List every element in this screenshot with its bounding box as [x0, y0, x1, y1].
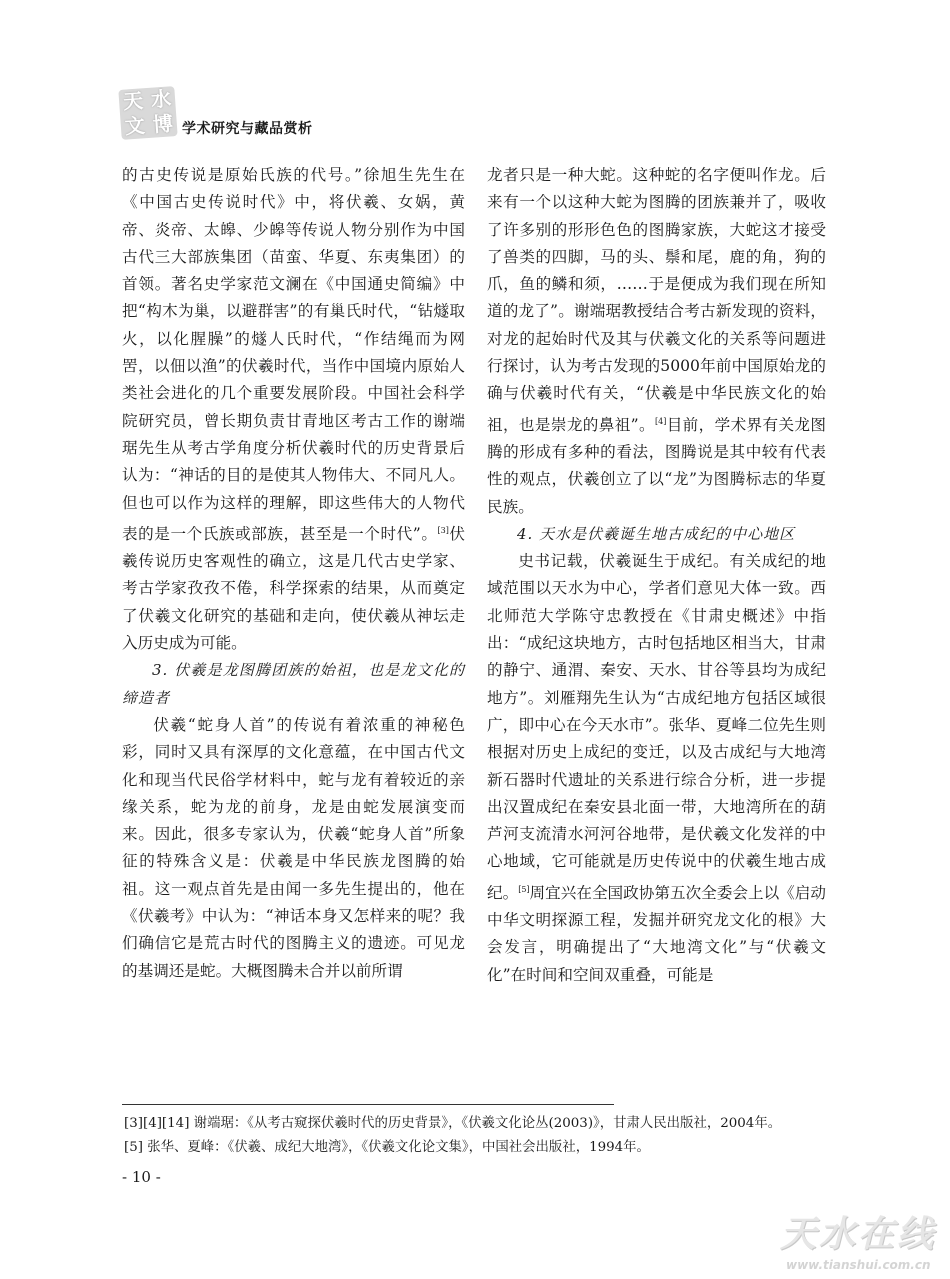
page-header: [120, 88, 460, 148]
journal-seal-logo: [118, 86, 177, 140]
page-number: - 10 -: [122, 1168, 161, 1186]
paragraph: 伏羲“蛇身人首”的传说有着浓重的神秘色彩，同时又具有深厚的文化意蕴，在中国古代文化和现当代民俗学材料中，蛇与龙有着较近的亲缘关系，蛇为龙的前身，龙是由蛇发展演变而来。因此，很多专家认为，伏羲“蛇身人首”所象征的特殊含义是：伏羲是中华民族龙图腾的始祖。这一观点首先是由闻一多先生提出的，他在《伏羲考》中认为：“神话本身又怎样来的呢？我们确信它是荒古时代的图腾主义的遗迹。可见龙的基调还是蛇。大概图腾未合并以前所谓: [122, 715, 465, 980]
left-column: [122, 162, 465, 985]
watermark-text: 天水在线: [780, 1214, 937, 1255]
paragraph: 龙者只是一种大蛇。这种蛇的名字便叫作龙。后来有一个以这种大蛇为图腾的团族兼并了，吸收了许多别的形形色色的图腾家族，大蛇这才接受了兽类的四脚，马的头、鬃和尾，鹿的角，狗的爪，鱼的鳞和须，……于是便成为我们现在所知道的龙了”。谢端琚教授结合考古新发现的资料，对龙的起始时代及其与伏羲文化的关系等问题进行探讨，认为考古发现的5000年前中国原始龙的确与伏羲时代有关，“伏羲是中华民族文化的始祖，也是崇龙的鼻祖”。[4]目前，学术界有关龙图腾的形成有多种的看法，图腾说是其中较有代表性的观点，伏羲创立了以“龙”为图腾标志的华夏民族。: [487, 166, 826, 516]
watermark-url: www.tianshui.com.cn: [786, 1258, 931, 1272]
footnote: [5] 张华、夏峰：《伏羲、成纪大地湾》，《伏羲文化论文集》，中国社会出版社，1994年。: [124, 1140, 650, 1155]
reference-mark: [4]: [655, 416, 667, 426]
seal-char: 博: [151, 111, 174, 137]
journal-title: 学术研究与藏品赏析: [182, 121, 313, 137]
reference-mark: [5]: [518, 884, 530, 894]
paragraph: 史书记载，伏羲诞生于成纪。有关成纪的地域范围以天水为中心，学者们意见大体一致。西北师范大学陈守忠教授在《甘肃史概述》中指出：“成纪这块地方，古时包括地区相当大，甘肃的静宁、通渭、秦安、天水、甘谷等县均为成纪地方”。刘雁翔先生认为“古成纪地方包括区域很广，即中心在今天水市”。张华、夏峰二位先生则根据对历史上成纪的变迁，以及古成纪与大地湾新石器时代遗址的关系进行综合分析，进一步提出汉置成纪在秦安县北面一带，大地湾所在的葫芦河支流清水河河谷地带，是伏羲文化发祥的中心地域，它可能就是历史传说中的伏羲生地古成纪。[5]周宜兴在全国政协第五次全委会上以《启动中华文明探源工程，发掘并研究龙文化的根》大会发言，明确提出了“大地湾文化”与“伏羲文化”在时间和空间双重叠，可能是: [487, 552, 826, 984]
seal-char: 文: [124, 113, 146, 139]
section-heading: 3. 伏羲是龙图腾团族的始祖，也是龙文化的缔造者: [122, 661, 465, 707]
reference-mark: [3]: [437, 525, 449, 535]
footnote-divider: [122, 1104, 614, 1105]
paragraph: 的古史传说是原始氏族的代号。”徐旭生先生在《中国古史传说时代》中，将伏羲、女娲，黄帝、炎帝、太皞、少皞等传说人物分别作为中国古代三大部族集团（苗蛮、华夏、东夷集团）的首领。著名史学家范文澜在《中国通史简编》中把“构木为巢，以避群害”的有巢氏时代，“钻燧取火，以化腥臊”的燧人氏时代，“作结绳而为网罟，以佃以渔”的伏羲时代，当作中国境内原始人类社会进化的几个重要发展阶段。中国社会科学院研究员，曾长期负责甘青地区考古工作的谢端琚先生从考古学角度分析伏羲时代的历史背景后认为：“神话的目的是使其人物伟大、不同凡人。但也可以作为这样的理解，即这些伟大的人物代表的是一个氏族或部族，甚至是一个时代”。[3]伏羲传说历史客观性的确立，这是几代古史学家、考古学家孜孜不倦，科学探索的结果，从而奠定了伏羲文化研究的基础和走向，使伏羲从神坛走入历史成为可能。: [122, 166, 465, 653]
footnotes: [124, 1112, 834, 1160]
seal-char: 水: [150, 86, 172, 112]
section-heading: 4. 天水是伏羲诞生地古成纪的中心地区: [517, 524, 796, 543]
site-watermark: [780, 1190, 950, 1279]
seal-char: 天: [122, 88, 144, 114]
footnote: [3][4][14] 谢端琚：《从考古窥探伏羲时代的历史背景》，《伏羲文化论丛(2003)》，甘肃人民出版社，2004年。: [124, 1116, 782, 1131]
right-column: [487, 162, 826, 989]
